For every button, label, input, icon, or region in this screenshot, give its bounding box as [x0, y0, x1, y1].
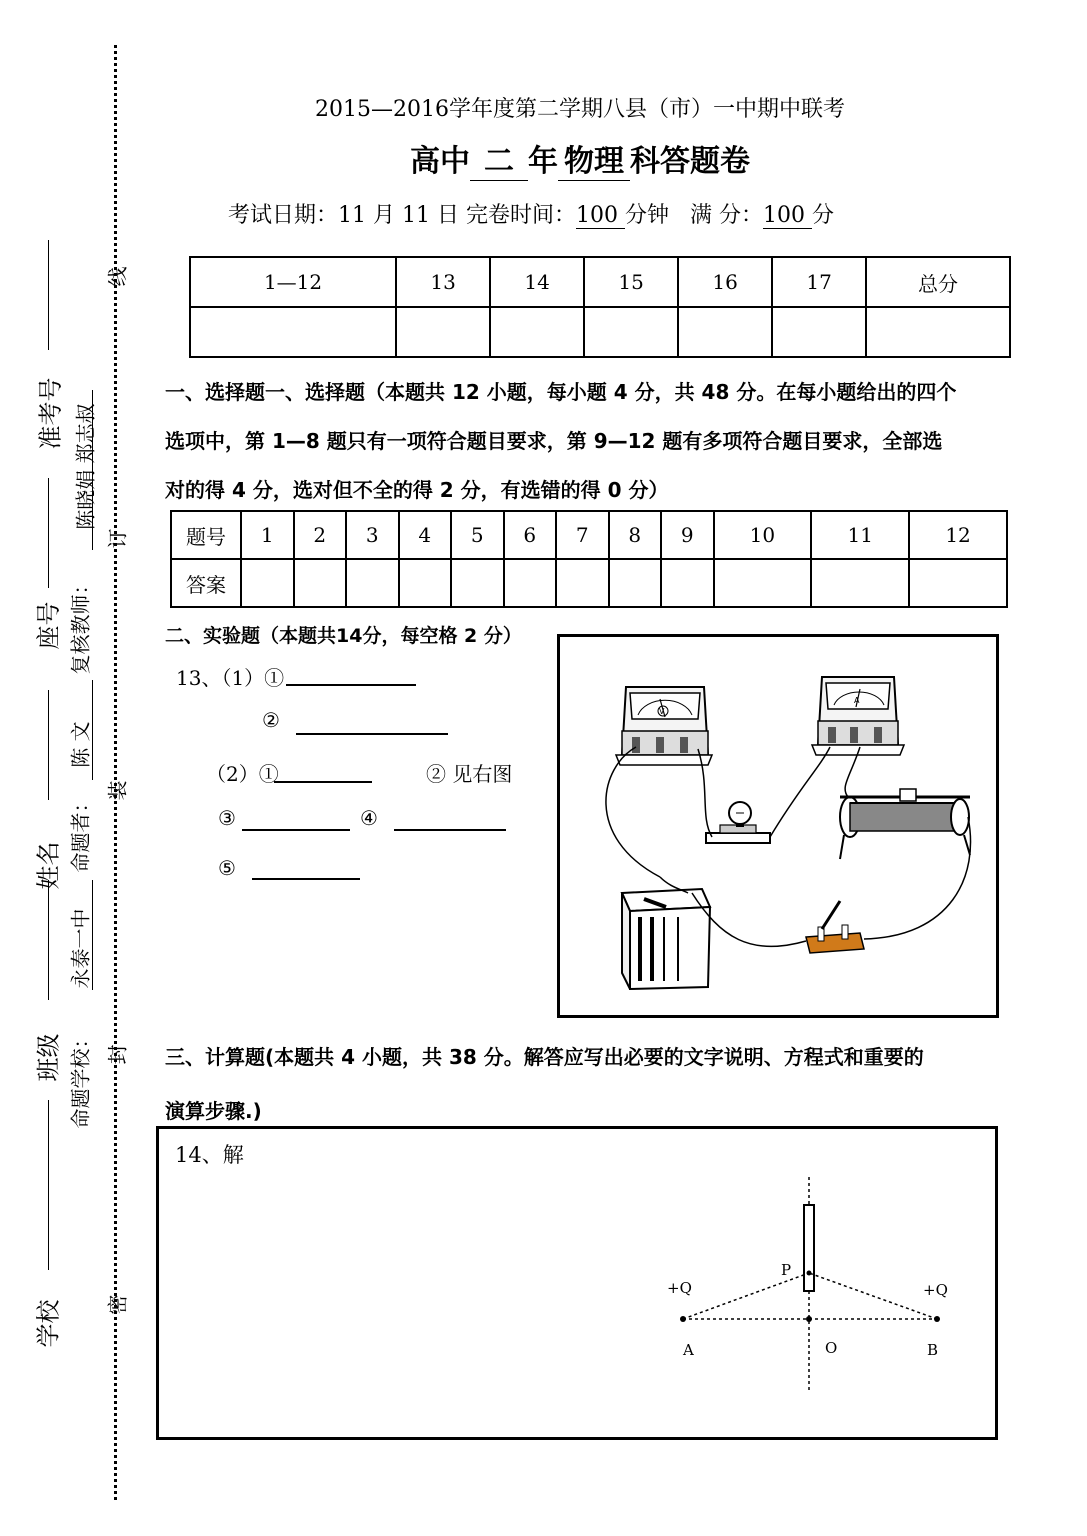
field-label-zhunkaohao: 准考号 — [36, 377, 65, 450]
score-table — [189, 256, 1011, 358]
fig-charge-left: +Q — [667, 1279, 692, 1297]
field-line-banji — [48, 880, 49, 1000]
score-header-16: 16 — [678, 257, 772, 307]
reviewer-underline — [92, 390, 93, 550]
subtitle-prefix: 高中 — [410, 144, 470, 179]
q13-part2-blank1[interactable] — [274, 781, 372, 783]
battery — [622, 889, 710, 989]
field-label-zuohao: 座号 — [34, 601, 63, 650]
circuit-figure-box — [557, 634, 999, 1018]
full-marks-unit: 分 — [811, 203, 834, 228]
exam-title: 2015—2016学年度第二学期八县（市）一中期中联考 — [315, 97, 845, 122]
q13-part2-blank5[interactable] — [252, 878, 360, 880]
seal-char-xian: 线 — [105, 266, 130, 287]
question-number: 8 — [609, 511, 662, 559]
score-header-13: 13 — [396, 257, 490, 307]
subtitle-suffix: 科答题卷 — [630, 144, 750, 179]
score-header-total: 总分 — [866, 257, 1010, 307]
question-number: 12 — [909, 511, 1007, 559]
fig-point-a: A — [683, 1341, 694, 1359]
answer-row-label-number: 题号 — [171, 511, 241, 559]
subtitle-grade — [470, 136, 528, 181]
field-line-kaohao — [48, 240, 49, 350]
answer-cell[interactable] — [714, 559, 812, 607]
field-label-banji: 班级 — [34, 1033, 63, 1082]
field-line-xingming — [48, 690, 49, 800]
full-marks-label: 满 分： — [689, 203, 763, 228]
q13-part1-blank1-label: 13、（1）① — [176, 666, 285, 690]
q13-part2-blank3-label: ③ — [218, 806, 236, 830]
seal-char-mi: 密 — [105, 1294, 130, 1315]
setter-school-underline — [92, 880, 93, 990]
setter-school-label: 命题学校： — [68, 1028, 93, 1129]
binding-dotted-line — [114, 45, 117, 1500]
rheostat — [840, 789, 970, 859]
answer-cell[interactable] — [241, 559, 294, 607]
duration-text: 100 — [575, 203, 618, 228]
question-number: 9 — [661, 511, 714, 559]
section1-instructions — [165, 368, 1015, 515]
score-cell[interactable] — [396, 307, 490, 357]
q13-part2-blank1-label: （2）① — [206, 762, 279, 786]
score-header-14: 14 — [490, 257, 584, 307]
seal-char-zhuang: 装 — [105, 780, 130, 801]
score-header-15: 15 — [584, 257, 678, 307]
reviewer-names: 陈晓娟 郑志叔 — [73, 403, 98, 530]
q14-charge-figure — [649, 1169, 969, 1409]
score-cell[interactable] — [866, 307, 1010, 357]
score-cell[interactable] — [490, 307, 584, 357]
subtitle-year: 年 — [528, 144, 558, 179]
q13-part2-blank5-label: ⑤ — [218, 856, 236, 880]
score-cell[interactable] — [584, 307, 678, 357]
q13-part1-blank2-label: ② — [262, 708, 280, 732]
question-number: 6 — [504, 511, 557, 559]
ammeter — [812, 677, 904, 758]
answer-cell[interactable] — [451, 559, 504, 607]
q13-part1-blank1[interactable] — [286, 684, 416, 686]
q13-part1-blank2[interactable] — [296, 733, 448, 735]
section2-title: 二、实验题（本题共14分，每空格 2 分） — [165, 625, 522, 647]
exam-info-line — [228, 198, 834, 229]
question-number: 11 — [811, 511, 909, 559]
q14-label: 14、解 — [175, 1143, 244, 1167]
score-header-17: 17 — [772, 257, 866, 307]
q14-answer-box[interactable] — [156, 1126, 998, 1440]
section3-instructions — [165, 1030, 1015, 1138]
answer-cell[interactable] — [504, 559, 557, 607]
voltmeter-label: V — [659, 707, 665, 716]
q13-part2-see-figure: ② 见右图 — [426, 762, 513, 786]
section1-line3: 对的得 4 分，选对但不全的得 2 分，有选错的得 0 分） — [165, 478, 669, 502]
fig-point-o: O — [825, 1339, 838, 1357]
question-number: 3 — [346, 511, 399, 559]
answer-row-label-answer: 答案 — [171, 559, 241, 607]
field-line-zuohao — [48, 478, 49, 588]
ammeter-label: A — [854, 696, 860, 705]
seal-char-ding: 订 — [105, 528, 130, 549]
answer-cell[interactable] — [909, 559, 1007, 607]
section1-line2: 选项中，第 1—8 题只有一项符合题目要求，第 9—12 题有多项符合题目要求，全部选 — [165, 429, 943, 453]
score-cell[interactable] — [190, 307, 396, 357]
question-number: 4 — [399, 511, 452, 559]
q13-part2-blank3[interactable] — [242, 829, 350, 831]
answer-cell[interactable] — [811, 559, 909, 607]
answer-cell[interactable] — [294, 559, 347, 607]
question-number: 1 — [241, 511, 294, 559]
subtitle-grade-text: 二 — [484, 144, 514, 179]
setter-name: 陈 文 — [68, 721, 93, 768]
section3-line2: 演算步骤.) — [165, 1099, 262, 1123]
fig-point-b: B — [927, 1341, 939, 1359]
answer-cell[interactable] — [556, 559, 609, 607]
field-line-xuexiao — [48, 1100, 49, 1270]
section3-line1: 三、计算题(本题共 4 小题，共 38 分。解答应写出必要的文字说明、方程式和重要的 — [165, 1045, 924, 1069]
answer-cell[interactable] — [346, 559, 399, 607]
answer-cell[interactable] — [661, 559, 714, 607]
duration-value — [576, 203, 625, 229]
question-number: 2 — [294, 511, 347, 559]
setter-underline — [92, 680, 93, 780]
circuit-diagram — [560, 637, 996, 1015]
question-number: 5 — [451, 511, 504, 559]
fig-charge-right: +Q — [923, 1281, 948, 1299]
subtitle-subject — [558, 136, 630, 181]
fig-point-p: P — [781, 1261, 792, 1279]
voltmeter — [616, 687, 712, 768]
answer-cell[interactable] — [609, 559, 662, 607]
reviewer-label: 复核教师： — [68, 574, 93, 675]
duration-unit: 分钟 — [624, 203, 669, 228]
answer-table — [170, 510, 1008, 608]
score-cell[interactable] — [678, 307, 772, 357]
answer-cell[interactable] — [399, 559, 452, 607]
seal-char-feng: 封 — [105, 1044, 130, 1065]
date-label: 考试日期：11 月 11 日 完卷时间： — [228, 203, 576, 228]
full-marks-value — [763, 203, 812, 229]
field-label-xingming: 姓名 — [34, 841, 63, 890]
section1-line1: 一、选择题一、选择题（本题共 12 小题，每小题 4 分，共 48 分。在每小题给出的四个 — [165, 380, 957, 404]
score-header-1-12: 1—12 — [190, 257, 396, 307]
field-label-xuexiao: 学校 — [34, 1299, 63, 1348]
full-marks-text: 100 — [762, 203, 805, 228]
subtitle-subject-text: 物理 — [564, 144, 624, 179]
setter-label: 命题者： — [68, 792, 93, 873]
lamp — [706, 802, 770, 843]
score-cell[interactable] — [772, 307, 866, 357]
question-number: 10 — [714, 511, 812, 559]
paper-subtitle — [160, 136, 1000, 181]
setter-school: 永泰一中 — [68, 908, 93, 989]
question-number: 7 — [556, 511, 609, 559]
q13-part2-blank4-label: ④ — [360, 806, 378, 830]
switch — [806, 901, 864, 953]
q13-part2-blank4[interactable] — [394, 829, 506, 831]
